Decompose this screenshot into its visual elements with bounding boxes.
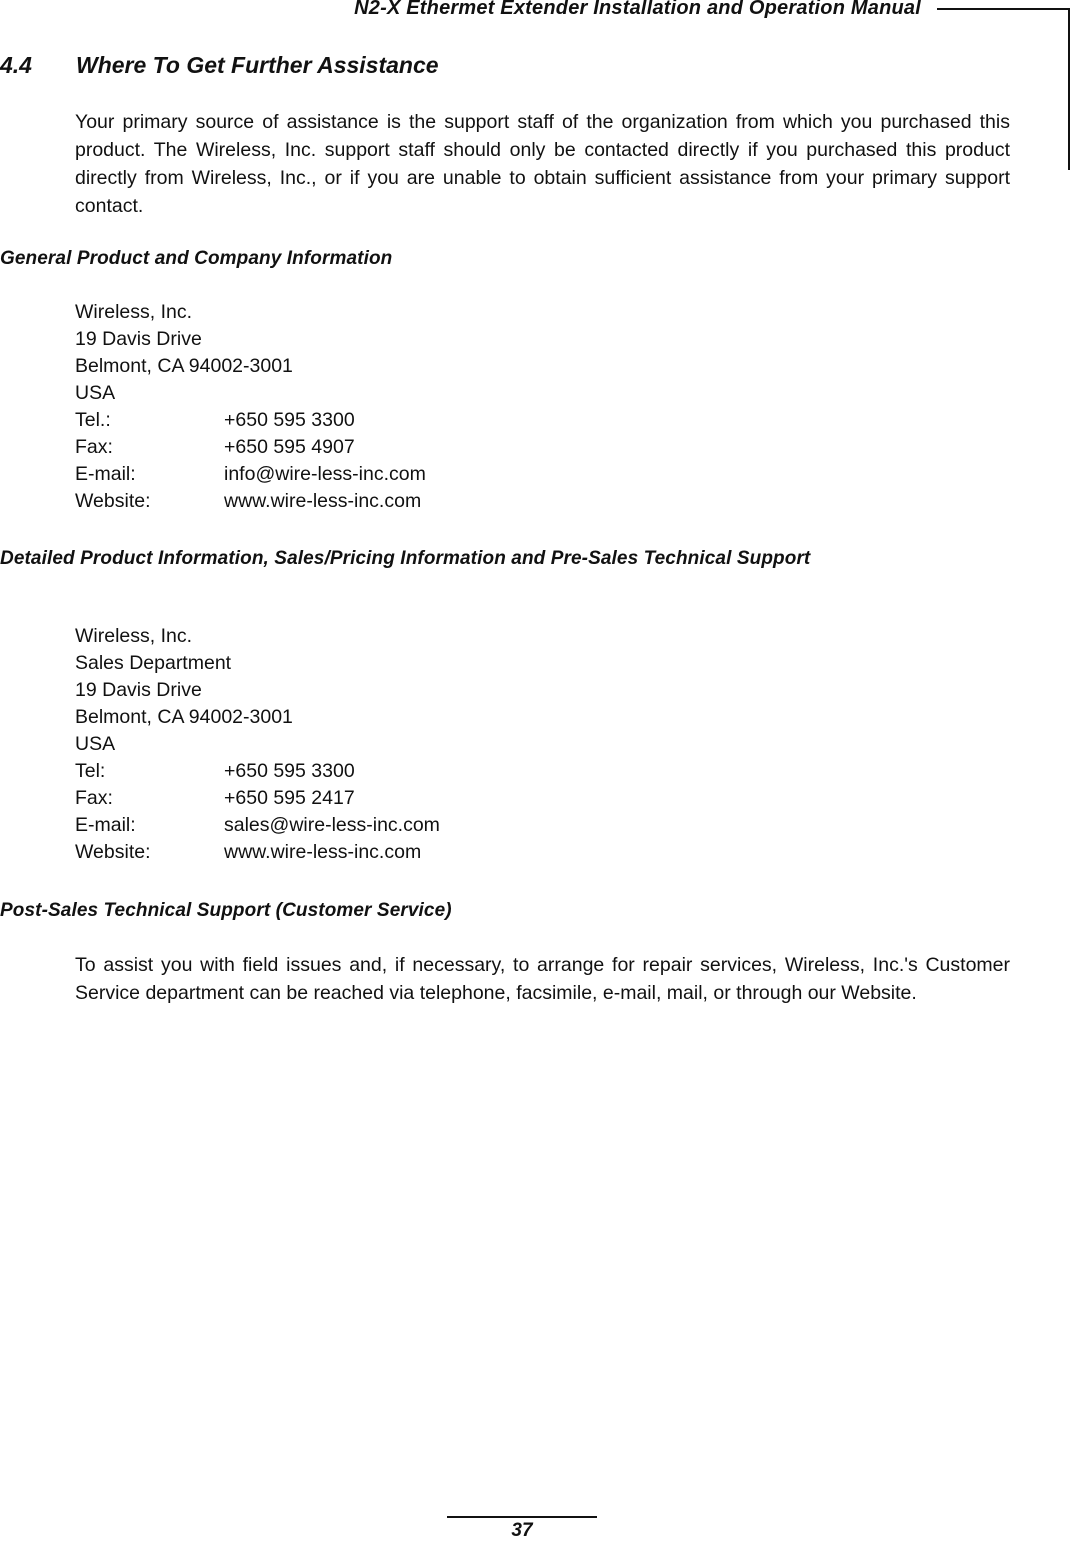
street-address: 19 Davis Drive <box>75 679 202 701</box>
tel-row <box>75 407 426 434</box>
header-vertical-rule <box>1068 8 1070 170</box>
website-value: www.wire-less-inc.com <box>224 490 422 512</box>
tel-row <box>75 758 440 785</box>
page-header-title: N2-X Ethermet Extender Installation and Operation Manual <box>354 0 921 19</box>
department-name: Sales Department <box>75 652 232 674</box>
country: USA <box>75 382 116 404</box>
fax-row <box>75 785 440 812</box>
fax-value: +650 595 2417 <box>224 787 355 809</box>
company-name: Wireless, Inc. <box>75 625 193 647</box>
page-number: 37 <box>511 1520 533 1541</box>
sales-info-heading: Detailed Product Information, Sales/Pricing Information and Pre-Sales Technical Support <box>0 548 811 569</box>
company-name: Wireless, Inc. <box>75 301 193 323</box>
email-label: E-mail: <box>75 814 136 836</box>
section-title: Where To Get Further Assistance <box>76 52 439 78</box>
footer-rule <box>447 1516 597 1518</box>
header-rule <box>937 8 1070 10</box>
website-label: Website: <box>75 841 151 863</box>
email-value: sales@wire-less-inc.com <box>224 814 440 836</box>
email-row <box>75 812 440 839</box>
general-contact-block <box>75 299 426 515</box>
city-address: Belmont, CA 94002-3001 <box>75 706 293 728</box>
section-heading <box>0 52 439 79</box>
email-row <box>75 461 426 488</box>
website-value: www.wire-less-inc.com <box>224 841 422 863</box>
tel-value: +650 595 3300 <box>224 760 355 782</box>
street-address: 19 Davis Drive <box>75 328 202 350</box>
fax-label: Fax: <box>75 436 113 458</box>
postsales-paragraph: To assist you with field issues and, if necessary, to arrange for repair services, Wireless, Inc.'s Customer Service department can be reached via telephone, facsimile, e-mail, mail, or through our Website. <box>75 954 1010 1004</box>
country: USA <box>75 733 116 755</box>
email-label: E-mail: <box>75 463 136 485</box>
tel-label: Tel: <box>75 760 106 782</box>
general-info-heading: General Product and Company Information <box>0 248 393 269</box>
fax-row <box>75 434 426 461</box>
section-number: 4.4 <box>0 52 32 78</box>
postsales-heading: Post-Sales Technical Support (Customer Service) <box>0 900 452 921</box>
fax-label: Fax: <box>75 787 113 809</box>
tel-value: +650 595 3300 <box>224 409 355 431</box>
intro-paragraph: Your primary source of assistance is the support staff of the organization from which you purchased this product. The Wireless, Inc. support staff should only be contacted directly if you purchased this product directly from Wireless, Inc., or if you are unable to obtain sufficient assistance from your primary support contact. <box>75 111 1010 217</box>
sales-contact-block <box>75 623 440 866</box>
website-label: Website: <box>75 490 151 512</box>
city-address: Belmont, CA 94002-3001 <box>75 355 293 377</box>
tel-label: Tel.: <box>75 409 111 431</box>
website-row <box>75 488 426 515</box>
website-row <box>75 839 440 866</box>
fax-value: +650 595 4907 <box>224 436 355 458</box>
email-value: info@wire-less-inc.com <box>224 463 426 485</box>
